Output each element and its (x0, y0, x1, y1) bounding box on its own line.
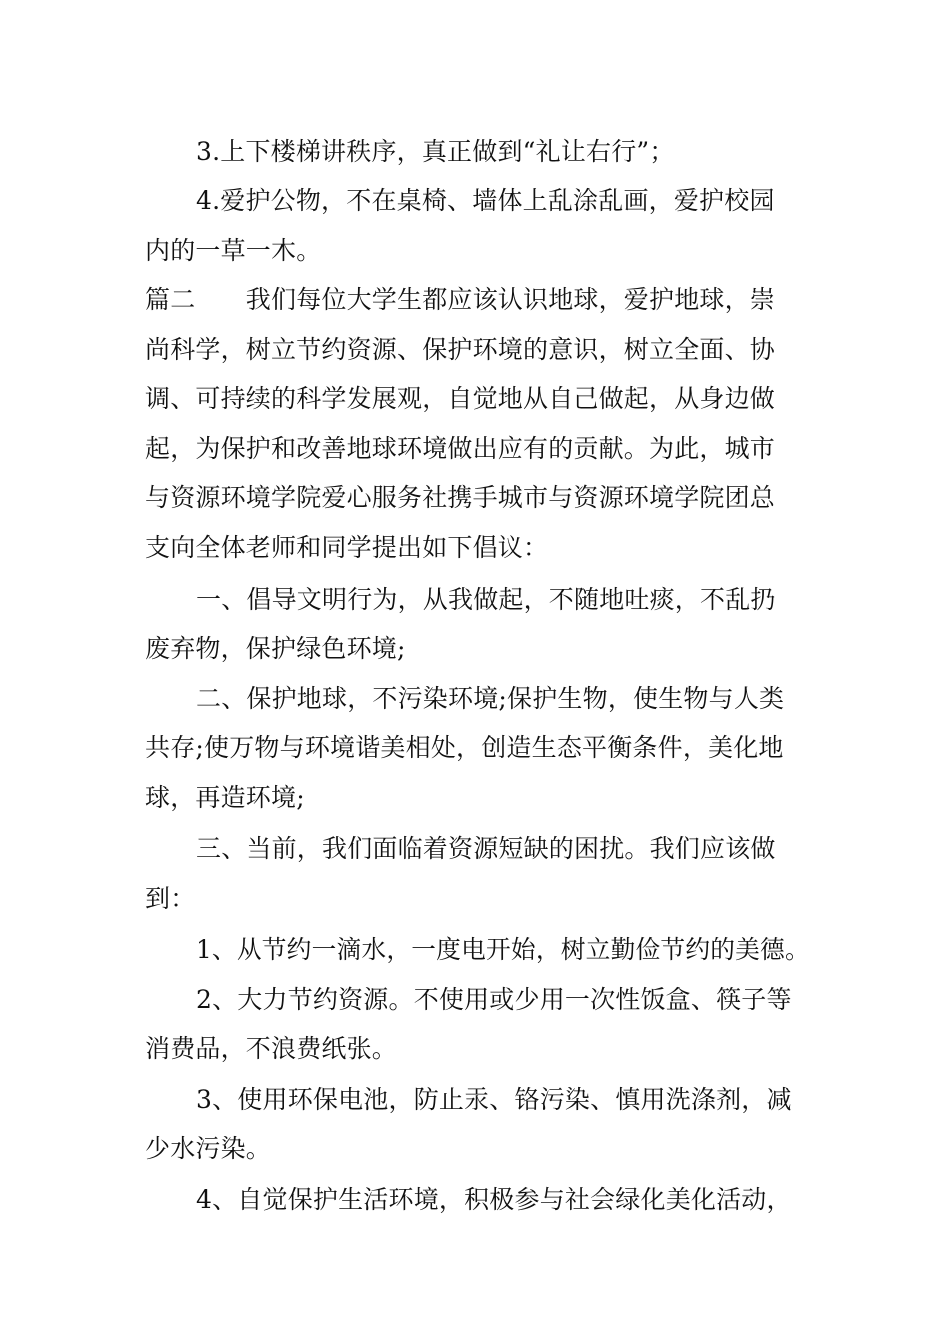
text-line: 消费品，不浪费纸张。 (145, 1034, 398, 1063)
text-line: 3.上下楼梯讲秩序，真正做到“礼让右行”； (196, 137, 675, 166)
text-line: 与资源环境学院爱心服务社携手城市与资源环境学院团总 (145, 483, 776, 512)
text-line: 球，再造环境; (145, 783, 305, 812)
text-line: 4、自觉保护生活环境，积极参与社会绿化美化活动， (196, 1185, 792, 1214)
text-line: 2、大力节约资源。不使用或少用一次性饭盒、筷子等 (196, 985, 792, 1014)
text-line: 三、当前，我们面临着资源短缺的困扰。我们应该做 (196, 834, 776, 863)
text-line: 尚科学，树立节约资源、保护环境的意识，树立全面、协 (145, 335, 776, 364)
text-line: 篇二 我们每位大学生都应该认识地球，爱护地球，崇 (145, 285, 776, 314)
text-line: 少水污染。 (145, 1134, 272, 1163)
text-line: 废弃物，保护绿色环境; (145, 634, 406, 663)
text-line: 调、可持续的科学发展观，自觉地从自己做起，从身边做 (145, 384, 776, 413)
text-line: 共存;使万物与环境谐美相处，创造生态平衡条件，美化地 (145, 733, 784, 762)
text-line: 一、倡导文明行为，从我做起，不随地吐痰，不乱扔 (196, 585, 776, 614)
text-line: 支向全体老师和同学提出如下倡议： (145, 533, 549, 562)
text-line: 4.爱护公物，不在桌椅、墙体上乱涂乱画，爱护校园 (196, 186, 775, 215)
text-line: 二、保护地球，不污染环境;保护生物，使生物与人类 (196, 684, 785, 713)
text-line: 3、使用环保电池，防止汞、铬污染、慎用洗涤剂，减 (196, 1085, 792, 1114)
text-line: 起，为保护和改善地球环境做出应有的贡献。为此，城市 (145, 434, 776, 463)
text-line: 1、从节约一滴水，一度电开始，树立勤俭节约的美德。 (196, 935, 810, 964)
text-line: 内的一草一木。 (145, 236, 322, 265)
text-line: 到： (145, 884, 196, 913)
